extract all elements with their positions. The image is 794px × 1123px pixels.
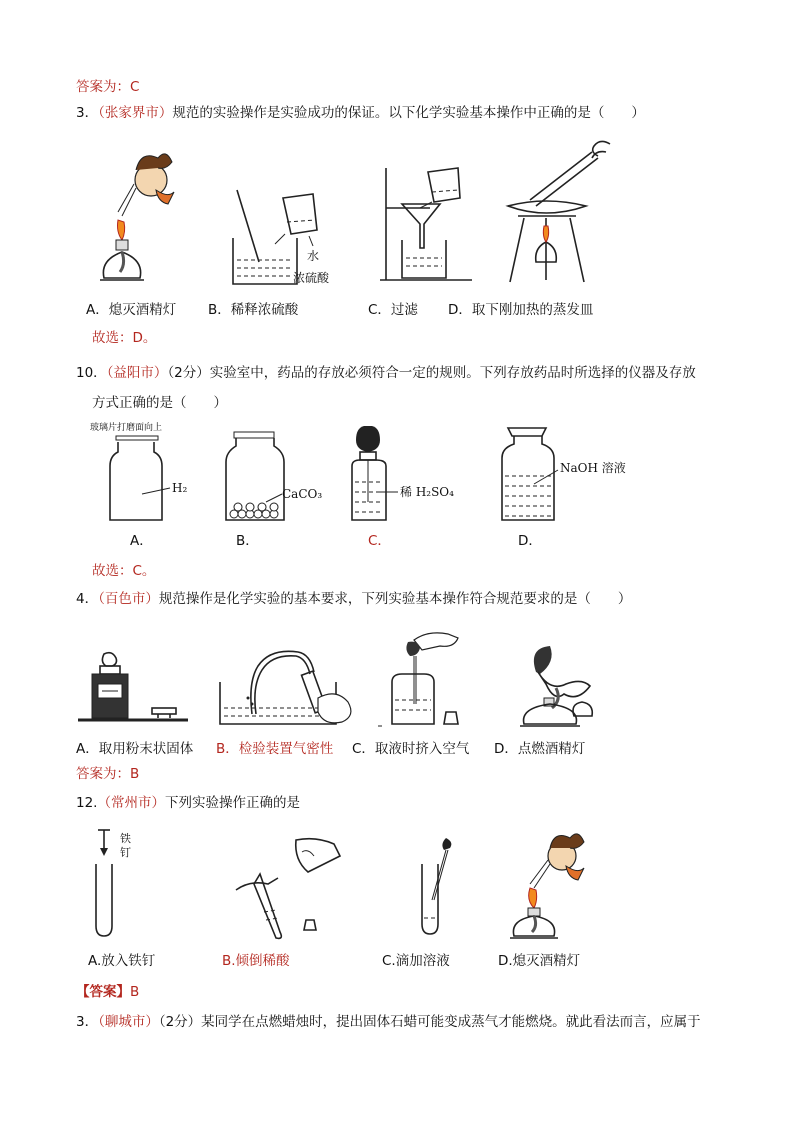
- question-number: 10．: [76, 365, 107, 381]
- option-c: C．取液时挤入空气: [352, 741, 470, 757]
- answer-text: 故选：C。: [92, 563, 156, 579]
- option-c: C.滴加溶液: [382, 953, 450, 969]
- figure-powder-bottle: [78, 652, 198, 726]
- figure-airtightness-check: [218, 642, 368, 728]
- question-3-stem: [76, 104, 645, 122]
- label-h2so4: 稀 H₂SO₄: [400, 485, 454, 499]
- option-d: D.熄灭酒精灯: [498, 953, 581, 969]
- question-text: （2分）某同学在点燃蜡烛时，提出固体石蜡可能变成蒸气才能燃烧。就此看法而言，应属于: [158, 1014, 701, 1030]
- label-nail-2: 钉: [120, 846, 131, 859]
- question-region: （百色市）: [98, 591, 159, 607]
- question-number: 12.: [76, 795, 98, 811]
- option-a: A．取用粉末状固体: [76, 741, 194, 757]
- question-10-stem: [76, 364, 696, 382]
- answer-text: 答案为：C: [76, 79, 140, 95]
- answer-tag: 【答案】: [76, 984, 130, 1000]
- question-12-stem: [76, 794, 300, 812]
- label-water: 水: [307, 249, 320, 263]
- answer-text: [76, 983, 139, 1001]
- question-number: 3．: [76, 105, 99, 121]
- option-b: B.倾倒稀酸: [222, 953, 290, 969]
- label-concentrated-acid: 浓硫酸: [293, 271, 330, 285]
- question-3b-stem: [76, 1013, 701, 1031]
- label-naoh: NaOH 溶液: [560, 461, 626, 475]
- figure-bottle-naoh: [500, 428, 640, 524]
- label-h2: H₂: [172, 481, 188, 495]
- question-number: 4．: [76, 591, 99, 607]
- option-d: D．: [518, 533, 542, 549]
- option-b: B．检验装置气密性: [216, 741, 334, 757]
- option-a: A.放入铁钉: [88, 953, 156, 969]
- option-d: D．取下刚加热的蒸发皿: [448, 302, 594, 318]
- question-region: （聊城市）: [98, 1014, 159, 1030]
- figure-dilute-acid: [225, 190, 345, 290]
- figure-filtration: [380, 168, 480, 286]
- figure-bottle-caco3: [222, 432, 332, 522]
- question-region: （常州市）: [97, 795, 165, 811]
- option-a: A．: [130, 533, 153, 549]
- answer-text: 故选：D。: [92, 330, 157, 346]
- option-b: B．: [236, 533, 259, 549]
- question-region: （张家界市）: [98, 105, 173, 121]
- figure-iron-nail: [94, 826, 144, 938]
- figure-light-lamp: [510, 642, 620, 728]
- question-text: （2分）实验室中，药品的存放必须符合一定的规则。下列存放药品时所选择的仪器及存放: [167, 365, 696, 381]
- figure-dropper-air: [378, 630, 478, 728]
- question-number: 3．: [76, 1014, 99, 1030]
- figure-evaporating-dish: [500, 138, 620, 288]
- figure-bottle-h2: [90, 418, 200, 524]
- figure-dropper-bottle: [346, 424, 466, 524]
- question-10-stem-line2: 方式正确的是（ ）: [92, 395, 227, 411]
- option-a: A．熄灭酒精灯: [86, 302, 177, 318]
- figure-drop-solution: [420, 838, 460, 936]
- label-nail-1: 铁: [120, 832, 131, 845]
- answer-text: 答案为：B: [76, 766, 140, 782]
- label-glass-note: 玻璃片打磨面向上: [90, 423, 163, 433]
- option-b: B．稀释浓硫酸: [208, 302, 299, 318]
- figure-pour-acid: [230, 832, 360, 936]
- question-text: 规范的实验操作是实验成功的保证。以下化学实验基本操作中正确的是（ ）: [172, 105, 645, 121]
- question-4-stem: [76, 590, 631, 608]
- label-caco3: CaCO₃: [282, 487, 323, 501]
- figure-blow-out-lamp: [500, 826, 610, 940]
- question-text: 规范操作是化学实验的基本要求，下列实验基本操作符合规范要求的是（ ）: [158, 591, 632, 607]
- figure-blow-out-lamp: [96, 140, 206, 290]
- question-region: （益阳市）: [106, 365, 168, 381]
- option-c: C．: [368, 533, 391, 549]
- answer-value: B: [130, 984, 140, 1000]
- option-c: C．过滤: [368, 302, 418, 318]
- question-text: 下列实验操作正确的是: [164, 795, 300, 811]
- option-d: D．点燃酒精灯: [494, 741, 586, 757]
